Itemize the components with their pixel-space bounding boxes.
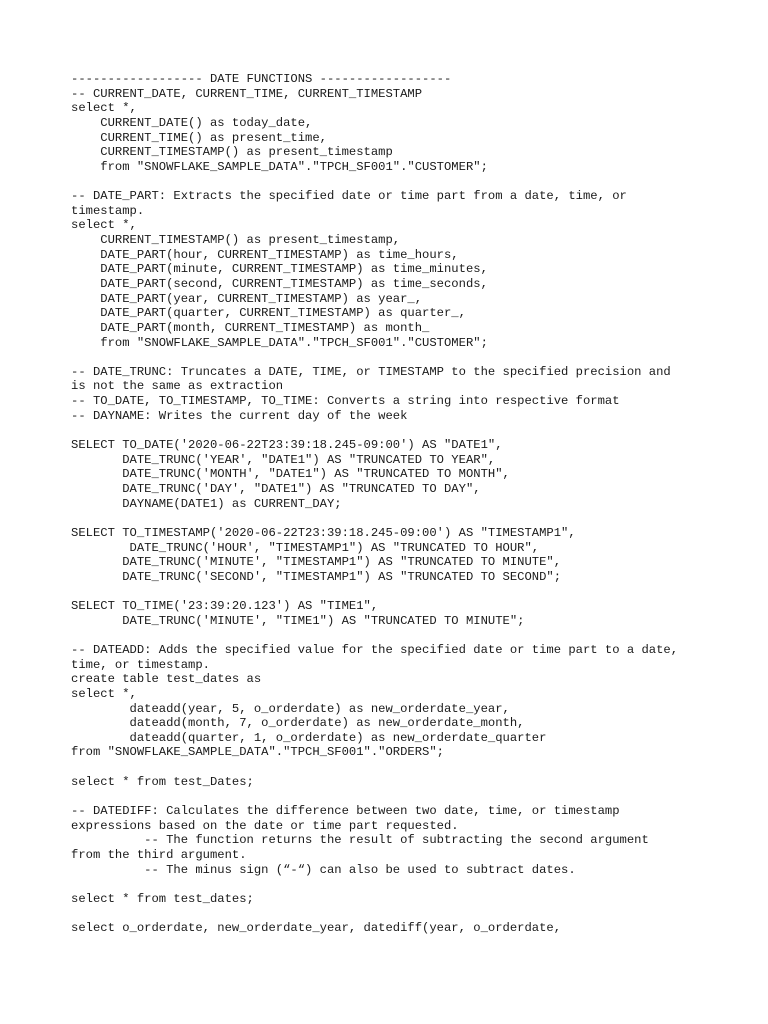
code-line — [71, 174, 761, 189]
code-line: select o_orderdate, new_orderdate_year, datediff(year, o_orderdate, — [71, 921, 562, 936]
code-line: select *, — [71, 218, 137, 233]
code-line: CURRENT_TIMESTAMP() as present_timestamp — [71, 145, 393, 160]
code-line: select *, — [71, 686, 137, 701]
code-line: -- DATEDIFF: Calculates the difference between two date, time, or timestamp — [71, 804, 620, 819]
document-page — [71, 72, 761, 936]
code-line — [71, 628, 761, 643]
code-line: from "SNOWFLAKE_SAMPLE_DATA"."TPCH_SF001"."CUSTOMER"; — [71, 159, 488, 174]
code-line: expressions based on the date or time part requested. — [71, 818, 459, 833]
code-line: SELECT TO_TIME('23:39:20.123') AS "TIME1", — [71, 599, 379, 614]
code-line: -- CURRENT_DATE, CURRENT_TIME, CURRENT_TIMESTAMP — [71, 86, 423, 101]
code-line: from "SNOWFLAKE_SAMPLE_DATA"."TPCH_SF001"."CUSTOMER"; — [71, 335, 488, 350]
code-line: -- TO_DATE, TO_TIMESTAMP, TO_TIME: Converts a string into respective format — [71, 394, 620, 409]
code-line: select * from test_dates; — [71, 891, 254, 906]
code-line: dateadd(quarter, 1, o_orderdate) as new_orderdate_quarter — [71, 730, 547, 745]
code-line: -- DATEADD: Adds the specified value for the specified date or time part to a date, — [71, 642, 679, 657]
code-line: DATE_TRUNC('SECOND', "TIMESTAMP1") AS "TRUNCATED TO SECOND"; — [71, 569, 562, 584]
code-line: DATE_PART(year, CURRENT_TIMESTAMP) as year_, — [71, 291, 423, 306]
code-line — [71, 350, 761, 365]
code-line: DATE_PART(minute, CURRENT_TIMESTAMP) as time_minutes, — [71, 262, 488, 277]
code-line: timestamp. — [71, 203, 145, 218]
code-line: DATE_TRUNC('MINUTE', "TIME1") AS "TRUNCATED TO MINUTE"; — [71, 613, 525, 628]
code-line: DATE_PART(hour, CURRENT_TIMESTAMP) as time_hours, — [71, 247, 459, 262]
code-line: select *, — [71, 101, 137, 116]
code-line: -- DATE_TRUNC: Truncates a DATE, TIME, or TIMESTAMP to the specified precision and — [71, 364, 671, 379]
code-line: ------------------ DATE FUNCTIONS ------------------ — [71, 72, 452, 86]
code-line — [71, 760, 761, 775]
code-line: SELECT TO_DATE('2020-06-22T23:39:18.245-09:00') AS "DATE1", — [71, 438, 503, 453]
code-line: -- The function returns the result of subtracting the second argument — [71, 833, 649, 848]
code-line: -- DAYNAME: Writes the current day of the week — [71, 408, 408, 423]
code-line — [71, 877, 761, 892]
code-line: SELECT TO_TIMESTAMP('2020-06-22T23:39:18.245-09:00') AS "TIMESTAMP1", — [71, 525, 576, 540]
code-line: CURRENT_DATE() as today_date, — [71, 115, 313, 130]
code-line: dateadd(year, 5, o_orderdate) as new_orderdate_year, — [71, 701, 510, 716]
code-line: DATE_PART(quarter, CURRENT_TIMESTAMP) as quarter_, — [71, 306, 466, 321]
code-line: dateadd(month, 7, o_orderdate) as new_orderdate_month, — [71, 716, 525, 731]
code-line — [71, 907, 761, 922]
code-line — [71, 584, 761, 599]
code-line: DATE_PART(second, CURRENT_TIMESTAMP) as time_seconds, — [71, 276, 488, 291]
code-line: -- The minus sign (“-“) can also be used to subtract dates. — [71, 862, 576, 877]
code-line: DATE_TRUNC('YEAR', "DATE1") AS "TRUNCATED TO YEAR", — [71, 452, 496, 467]
code-line: from "SNOWFLAKE_SAMPLE_DATA"."TPCH_SF001"."ORDERS"; — [71, 745, 444, 760]
code-line: DATE_TRUNC('MONTH', "DATE1") AS "TRUNCATED TO MONTH", — [71, 467, 510, 482]
code-line: CURRENT_TIMESTAMP() as present_timestamp, — [71, 233, 401, 248]
code-line: is not the same as extraction — [71, 379, 284, 394]
code-line: time, or timestamp. — [71, 657, 210, 672]
code-line: DATE_PART(month, CURRENT_TIMESTAMP) as month_ — [71, 320, 430, 335]
code-line: create table test_dates as — [71, 672, 262, 687]
code-line: DAYNAME(DATE1) as CURRENT_DAY; — [71, 496, 342, 511]
code-line — [71, 511, 761, 526]
code-line: DATE_TRUNC('MINUTE', "TIMESTAMP1") AS "TRUNCATED TO MINUTE", — [71, 555, 562, 570]
code-line: select * from test_Dates; — [71, 774, 254, 789]
code-line: DATE_TRUNC('DAY', "DATE1") AS "TRUNCATED TO DAY", — [71, 481, 481, 496]
code-line — [71, 423, 761, 438]
code-line: CURRENT_TIME() as present_time, — [71, 130, 327, 145]
code-line: -- DATE_PART: Extracts the specified date or time part from a date, time, or — [71, 189, 627, 204]
code-line: DATE_TRUNC('HOUR', "TIMESTAMP1") AS "TRUNCATED TO HOUR", — [71, 540, 540, 555]
code-line — [71, 789, 761, 804]
code-line: from the third argument. — [71, 847, 247, 862]
